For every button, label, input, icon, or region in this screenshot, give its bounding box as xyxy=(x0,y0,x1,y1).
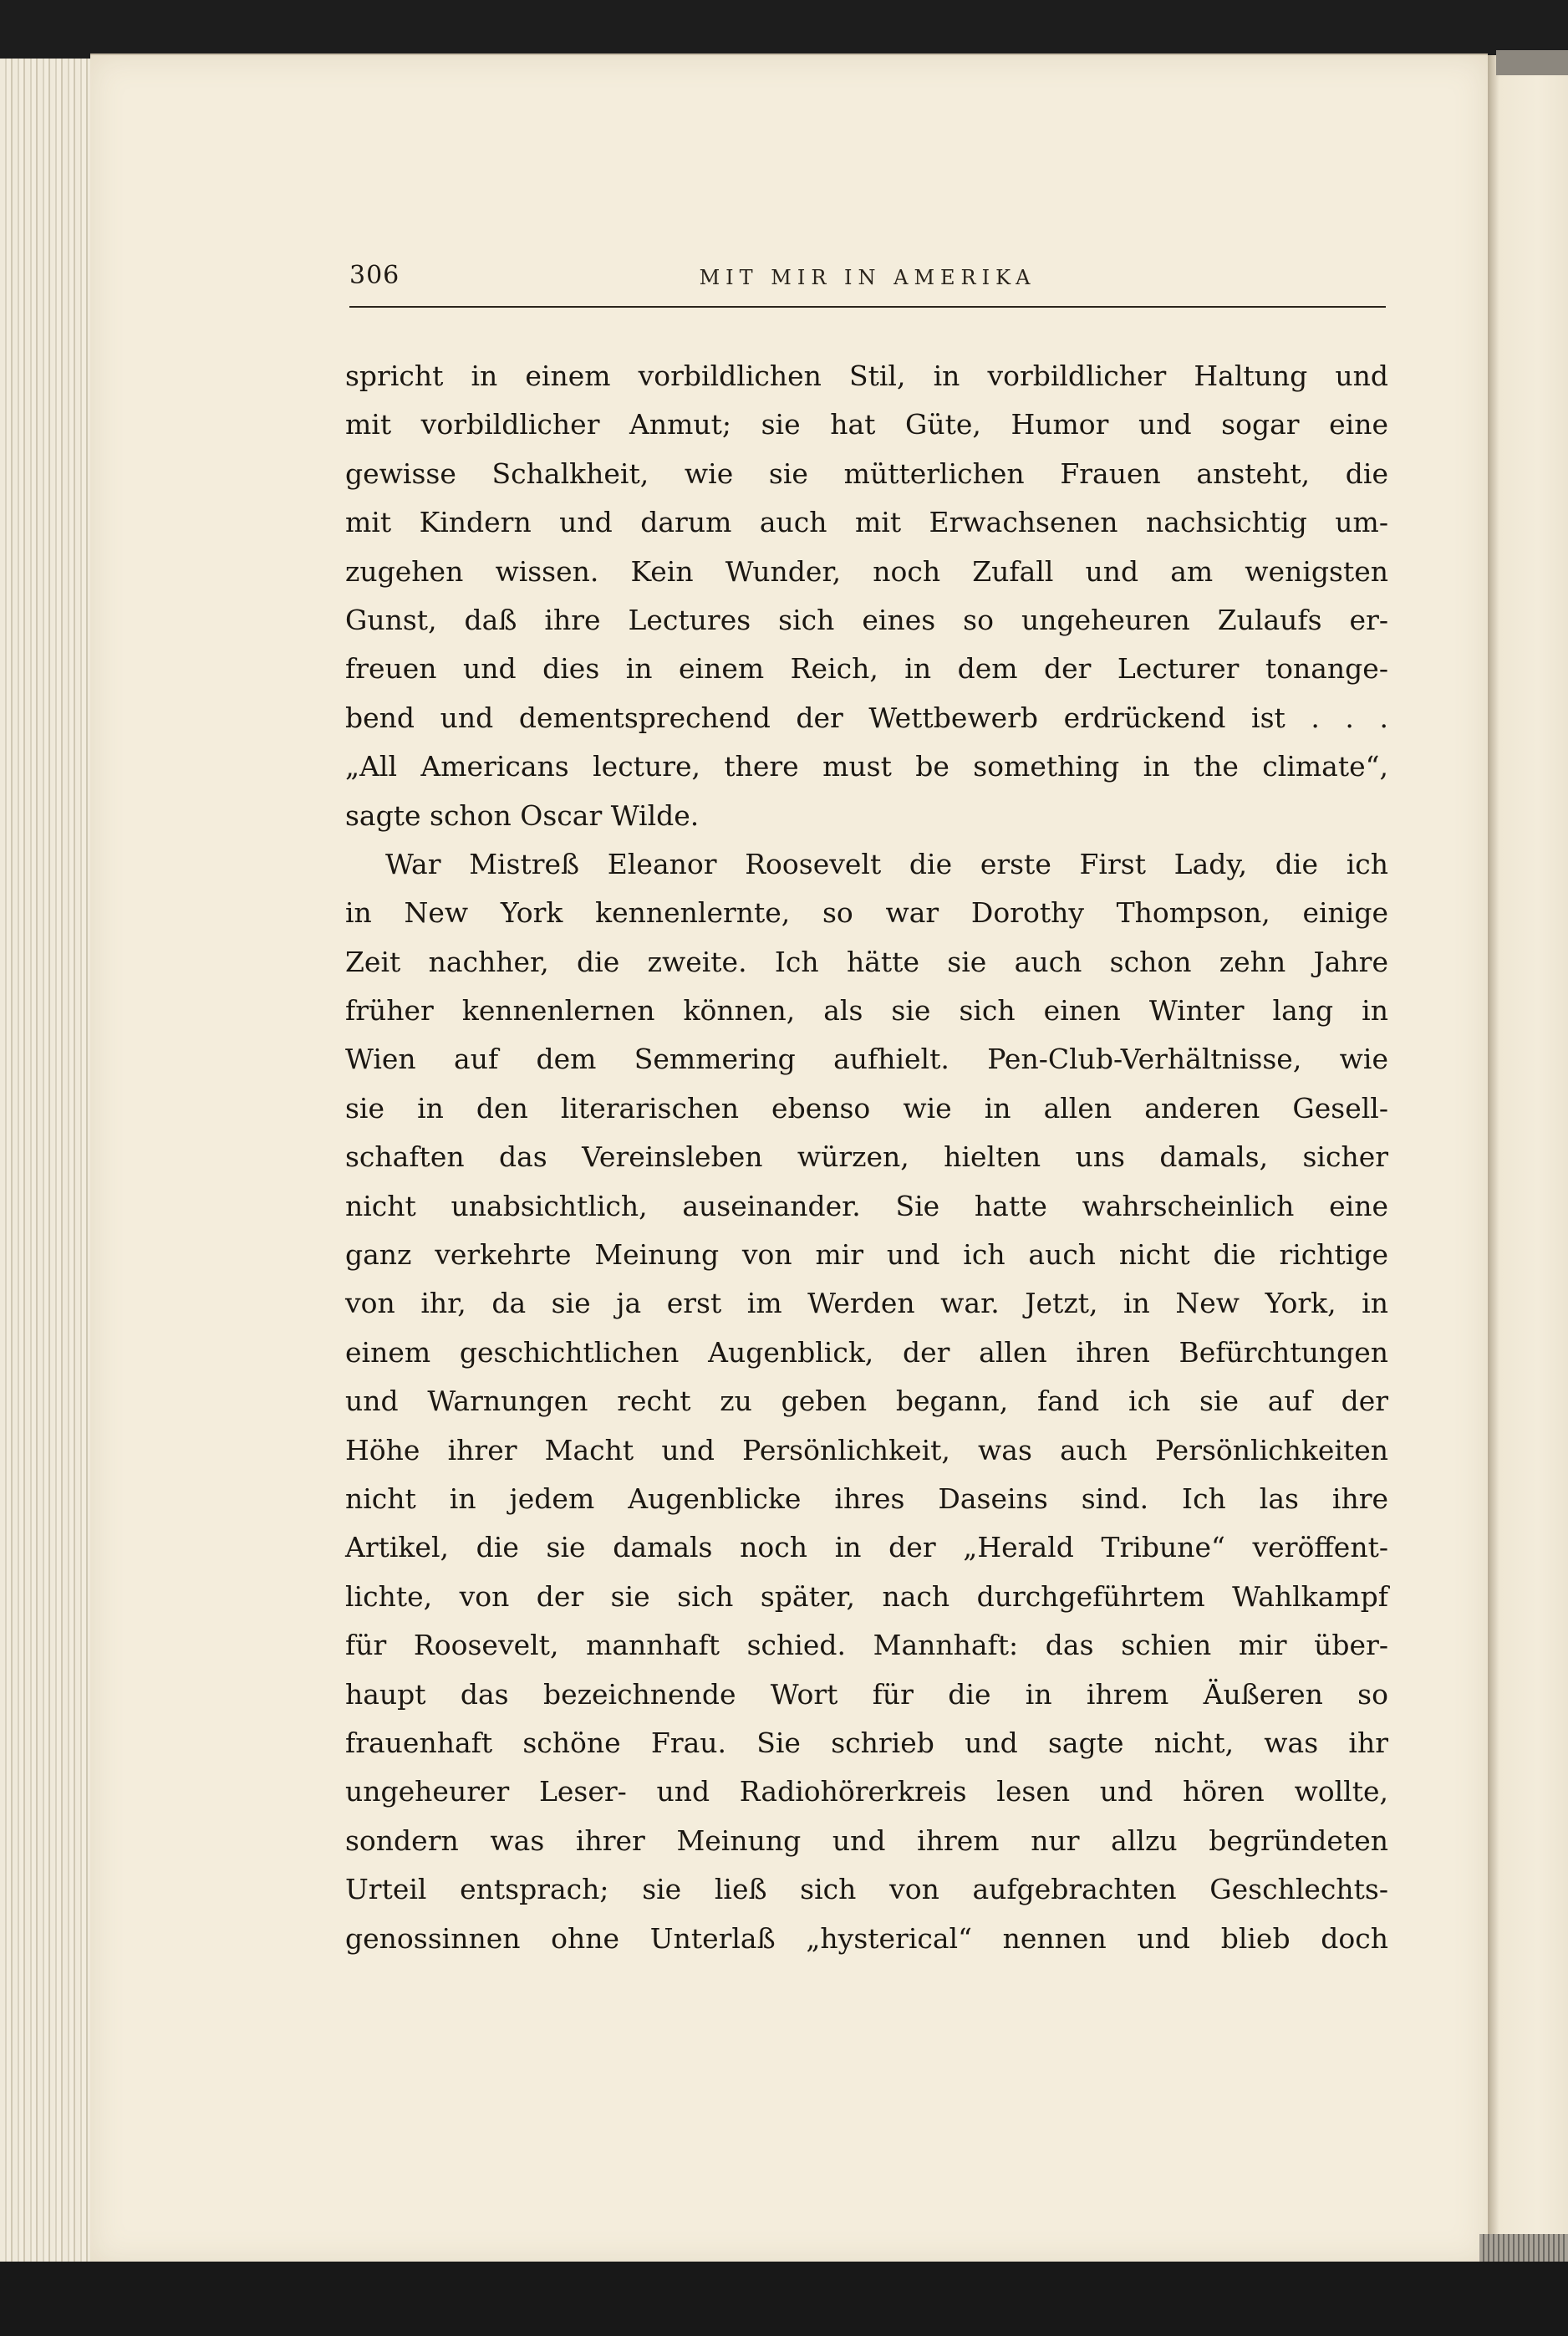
text-line: freuen und dies in einem Reich, in dem der Lecturer tonange- xyxy=(345,652,1388,686)
text-line: „All Americans lecture, there must be something in the climate“, xyxy=(345,750,1388,783)
text-line: Zeit nachher, die zweite. Ich hätte sie auch schon zehn Jahre xyxy=(345,945,1388,978)
text-line: sondern was ihrer Meinung und ihrem nur allzu begründeten xyxy=(345,1823,1388,1857)
text-line: nicht in jedem Augenblicke ihres Daseins sind. Ich las ihre xyxy=(345,1482,1388,1515)
text-line: Gunst, daß ihre Lectures sich eines so ungeheuren Zulaufs er- xyxy=(345,603,1388,636)
page-number: 306 xyxy=(349,261,400,290)
text-line: für Roosevelt, mannhaft schied. Mannhaft: das schien mir über- xyxy=(345,1629,1388,1662)
scanner-background-bottom xyxy=(0,2262,1568,2336)
paragraph-end-line: sagte schon Oscar Wilde. xyxy=(345,798,700,832)
body-text xyxy=(345,352,1388,1963)
text-line: Urteil entsprach; sie ließ sich von aufgebrachten Geschlechts- xyxy=(345,1873,1388,1906)
text-line: schaften das Vereinsleben würzen, hielten uns damals, sicher xyxy=(345,1140,1388,1174)
text-line: von ihr, da sie ja erst im Werden war. Jetzt, in New York, in xyxy=(345,1287,1388,1320)
page-stack-edges xyxy=(0,59,96,2262)
text-line: Artikel, die sie damals noch in der „Herald Tribune“ veröffent- xyxy=(345,1531,1388,1564)
text-line: und Warnungen recht zu geben begann, fand ich sie auf der xyxy=(345,1385,1388,1418)
text-line: spricht in einem vorbildlichen Stil, in vorbildlicher Haltung und xyxy=(345,360,1388,392)
text-line: lichte, von der sie sich später, nach durchgeführtem Wahlkampf xyxy=(345,1579,1388,1613)
text-line: sie in den literarischen ebenso wie in allen anderen Gesell- xyxy=(345,1091,1388,1125)
text-line: zugehen wissen. Kein Wunder, noch Zufall und am wenigsten xyxy=(345,554,1388,588)
header-rule xyxy=(349,306,1386,308)
text-line: Höhe ihrer Macht und Persönlichkeit, was auch Persönlichkeiten xyxy=(345,1433,1388,1466)
text-line: nicht unabsichtlich, auseinander. Sie hatte wahrscheinlich eine xyxy=(345,1189,1388,1222)
text-line: einem geschichtlichen Augenblick, der allen ihren Befürchtungen xyxy=(345,1335,1388,1369)
text-line: frauenhaft schöne Frau. Sie schrieb und sagte nicht, was ihr xyxy=(345,1726,1388,1759)
scanner-background-top xyxy=(0,0,1568,59)
text-line: mit vorbildlicher Anmut; sie hat Güte, Humor und sogar eine xyxy=(345,408,1388,441)
adjacent-page xyxy=(1488,55,1568,2262)
text-line: mit Kindern und darum auch mit Erwachsenen nachsichtig um- xyxy=(345,506,1388,539)
text-line: ganz verkehrte Meinung von mir und ich auch nicht die richtige xyxy=(345,1238,1388,1272)
text-line: genossinnen ohne Unterlaß „hysterical“ nennen und blieb doch xyxy=(345,1921,1388,1955)
text-line: ungeheurer Leser- und Radiohörerkreis lesen und hören wollte, xyxy=(345,1775,1388,1808)
running-head: MIT MIR IN AMERIKA xyxy=(699,266,1036,289)
adjacent-page-corner xyxy=(1496,50,1568,75)
text-line: haupt das bezeichnende Wort für die in ihrem Äußeren so xyxy=(345,1677,1388,1711)
text-line: in New York kennenlernte, so war Dorothy Thompson, einige xyxy=(345,896,1388,930)
text-line: gewisse Schalkheit, wie sie mütterlichen Frauen ansteht, die xyxy=(345,456,1388,490)
text-line: bend und dementsprechend der Wettbewerb erdrückend ist . . . xyxy=(345,701,1388,734)
text-line: früher kennenlernen können, als sie sich einen Winter lang in xyxy=(345,994,1388,1028)
page-header xyxy=(349,261,1386,311)
paragraph-first-line: War Mistreß Eleanor Roosevelt die erste First Lady, die ich xyxy=(385,847,1388,880)
text-line: Wien auf dem Semmering aufhielt. Pen-Club-Verhältnisse, wie xyxy=(345,1043,1388,1076)
